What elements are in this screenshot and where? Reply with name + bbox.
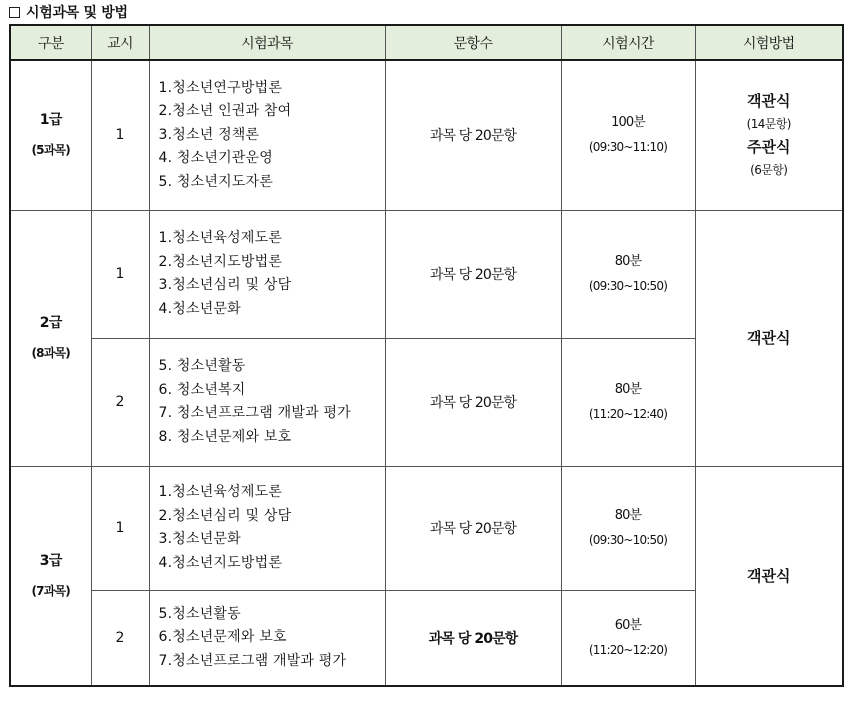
exam-method-cell (695, 466, 843, 686)
question-count-cell: 과목 당 20문항 (385, 60, 561, 210)
grade-label: 2급 (39, 315, 62, 331)
subject-item: 6.청소년문제와 보호 (158, 629, 287, 645)
subject-item: 3.청소년 정책론 (158, 126, 260, 143)
exam-method-cell (695, 60, 843, 210)
exam-duration: 80분 (614, 508, 642, 523)
header-question-count: 문항수 (385, 25, 561, 60)
exam-time-cell (561, 466, 695, 590)
exam-duration: 100분 (611, 115, 645, 131)
question-count-cell: 과목 당 20문항 (385, 466, 561, 590)
subject-item: 5. 청소년지도자론 (158, 173, 273, 190)
period-cell: 2 (91, 590, 149, 686)
subjects-cell (149, 338, 385, 466)
method-subjective-count: (6문항) (750, 163, 788, 178)
subject-item: 2.청소년심리 및 상담 (158, 507, 292, 524)
subject-item: 3.청소년문화 (158, 531, 241, 547)
subject-item: 1.청소년육성제도론 (158, 230, 283, 246)
subject-item: 4. 청소년기관운영 (158, 150, 273, 166)
grade-subject-count: (5과목) (31, 143, 70, 158)
period-cell: 1 (91, 210, 149, 338)
method-objective: 객관식 (747, 329, 791, 347)
method-objective: 객관식 (747, 92, 791, 111)
question-count-cell: 과목 당 20문항 (385, 210, 561, 338)
exam-duration: 80분 (614, 382, 642, 397)
header-period: 교시 (91, 25, 149, 60)
subjects-cell (149, 466, 385, 590)
grade-subject-count: (8과목) (31, 346, 70, 360)
subjects-cell (149, 210, 385, 338)
table-row-grade1 (10, 60, 843, 210)
table-header-row (10, 25, 843, 60)
subject-item: 2.청소년 인권과 참여 (158, 103, 292, 119)
header-exam-time: 시험시간 (561, 25, 695, 60)
period-cell: 2 (91, 338, 149, 466)
section-heading (9, 2, 128, 22)
subject-item: 4.청소년지도방법론 (158, 554, 283, 571)
subject-item: 7. 청소년프로그램 개발과 평가 (158, 405, 351, 421)
exam-time-range: (11:20~12:20) (588, 642, 668, 657)
exam-time-range: (09:30~11:10) (588, 140, 668, 155)
header-exam-method: 시험방법 (695, 25, 843, 60)
checkbox-square-icon (9, 7, 20, 18)
method-objective-count: (14문항) (746, 117, 791, 132)
grade-cell (10, 210, 91, 466)
period-cell: 1 (91, 466, 149, 590)
grade-label: 3급 (39, 552, 62, 569)
table-row-grade2-period1 (10, 210, 843, 338)
subject-item: 6. 청소년복지 (158, 381, 246, 398)
method-objective: 객관식 (747, 566, 791, 585)
period-cell: 1 (91, 60, 149, 210)
exam-time-range: (09:30~10:50) (588, 533, 668, 547)
section-title: 시험과목 및 방법 (26, 5, 128, 21)
exam-time-range: (09:30~10:50) (588, 279, 668, 293)
subject-item: 4.청소년문화 (158, 300, 241, 317)
subjects-cell (149, 60, 385, 210)
exam-method-cell (695, 210, 843, 466)
subject-item: 1.청소년연구방법론 (158, 79, 283, 96)
exam-time-cell (561, 60, 695, 210)
subject-item: 3.청소년심리 및 상담 (158, 277, 292, 293)
grade-cell (10, 466, 91, 686)
exam-time-range: (11:20~12:40) (588, 407, 668, 421)
exam-schedule-table (9, 24, 844, 687)
exam-duration: 80분 (614, 254, 642, 269)
exam-time-cell (561, 210, 695, 338)
subject-item: 8. 청소년문제와 보호 (158, 428, 292, 445)
header-subjects: 시험과목 (149, 25, 385, 60)
grade-label: 1급 (39, 112, 62, 129)
exam-duration: 60분 (614, 617, 642, 633)
subject-item: 1.청소년육성제도론 (158, 484, 283, 500)
question-count-cell: 과목 당 20문항 (385, 338, 561, 466)
method-subjective: 주관식 (747, 138, 791, 157)
subject-item: 5. 청소년활동 (158, 358, 246, 374)
subjects-cell (149, 590, 385, 686)
grade-subject-count: (7과목) (31, 583, 70, 598)
question-count-cell: 과목 당 20문항 (385, 590, 561, 686)
header-grade: 구분 (10, 25, 91, 60)
subject-item: 2.청소년지도방법론 (158, 253, 283, 270)
exam-time-cell (561, 590, 695, 686)
grade-cell (10, 60, 91, 210)
exam-time-cell (561, 338, 695, 466)
subject-item: 5.청소년활동 (158, 605, 241, 622)
subject-item: 7.청소년프로그램 개발과 평가 (158, 652, 347, 669)
table-row-grade3-period1 (10, 466, 843, 590)
